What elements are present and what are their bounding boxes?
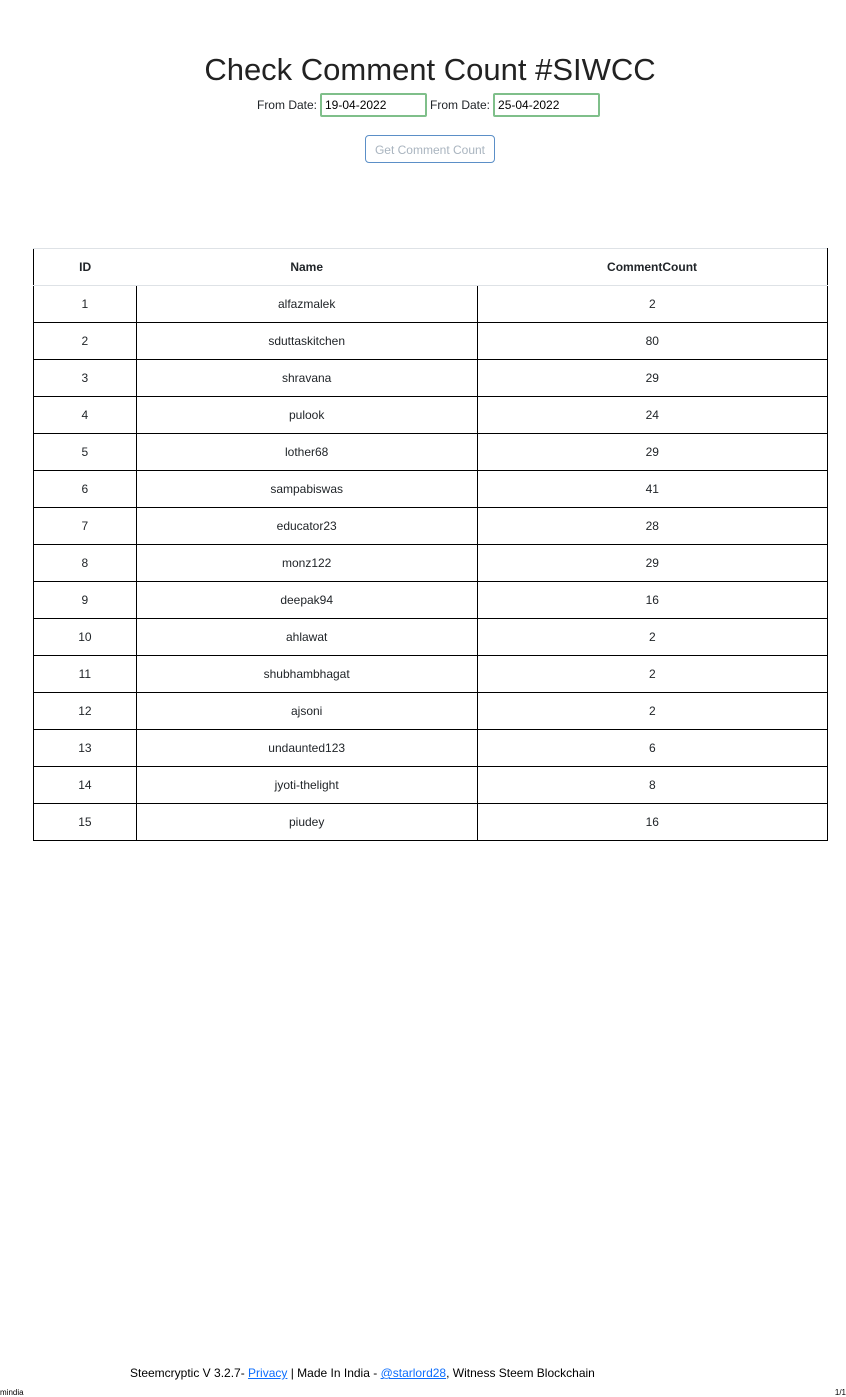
- table-row: [34, 804, 828, 841]
- cell-comment-count: 41: [477, 471, 827, 508]
- cell-name: jyoti-thelight: [136, 767, 477, 804]
- date-filter-row: [0, 93, 846, 117]
- table-header-row: [34, 249, 828, 286]
- from-date-input-2[interactable]: [493, 93, 600, 117]
- author-link[interactable]: @starlord28: [380, 1366, 447, 1380]
- footer-version: Steemcryptic V 3.2.7-: [130, 1366, 249, 1380]
- table-row: [34, 323, 828, 360]
- table-row: [34, 656, 828, 693]
- cell-id: 12: [34, 693, 137, 730]
- cell-name: piudey: [136, 804, 477, 841]
- cell-id: 6: [34, 471, 137, 508]
- footer-made-in: | Made In India -: [287, 1366, 381, 1380]
- cell-name: ahlawat: [136, 619, 477, 656]
- cell-id: 2: [34, 323, 137, 360]
- cell-id: 4: [34, 397, 137, 434]
- cell-comment-count: 28: [477, 508, 827, 545]
- cell-comment-count: 2: [477, 286, 827, 323]
- cell-id: 3: [34, 360, 137, 397]
- table-row: [34, 360, 828, 397]
- cell-id: 15: [34, 804, 137, 841]
- cell-comment-count: 29: [477, 434, 827, 471]
- cell-comment-count: 2: [477, 619, 827, 656]
- table-row: [34, 471, 828, 508]
- cell-id: 1: [34, 286, 137, 323]
- get-comment-count-button[interactable]: Get Comment Count: [365, 135, 495, 163]
- from-date-label-2: From Date:: [430, 98, 491, 112]
- cell-id: 13: [34, 730, 137, 767]
- from-date-input-1[interactable]: [320, 93, 427, 117]
- cell-name: alfazmalek: [136, 286, 477, 323]
- table-row: [34, 286, 828, 323]
- table-row: [34, 730, 828, 767]
- table-row: [34, 508, 828, 545]
- cell-comment-count: 2: [477, 656, 827, 693]
- table-row: [34, 619, 828, 656]
- cell-name: monz122: [136, 545, 477, 582]
- cell-comment-count: 2: [477, 693, 827, 730]
- cell-comment-count: 16: [477, 582, 827, 619]
- header-name: Name: [136, 249, 477, 286]
- cell-name: pulook: [136, 397, 477, 434]
- cell-name: shubhambhagat: [136, 656, 477, 693]
- comment-count-table: [33, 248, 828, 841]
- cell-name: shravana: [136, 360, 477, 397]
- cell-id: 14: [34, 767, 137, 804]
- cell-id: 11: [34, 656, 137, 693]
- from-date-label-1: From Date:: [256, 98, 317, 112]
- table-row: [34, 434, 828, 471]
- privacy-link[interactable]: Privacy: [248, 1366, 288, 1380]
- table-row: [34, 693, 828, 730]
- page-title: Check Comment Count #SIWCC: [204, 52, 656, 87]
- cell-comment-count: 29: [477, 545, 827, 582]
- cell-id: 8: [34, 545, 137, 582]
- print-margin-left: mindia: [0, 1388, 24, 1397]
- cell-name: deepak94: [136, 582, 477, 619]
- cell-comment-count: 29: [477, 360, 827, 397]
- footer-witness: , Witness Steem Blockchain: [446, 1366, 595, 1380]
- cell-name: sampabiswas: [136, 471, 477, 508]
- cell-name: sduttaskitchen: [136, 323, 477, 360]
- cell-name: ajsoni: [136, 693, 477, 730]
- table-row: [34, 397, 828, 434]
- cell-comment-count: 24: [477, 397, 827, 434]
- cell-name: lother68: [136, 434, 477, 471]
- footer: [130, 1366, 595, 1380]
- cell-comment-count: 80: [477, 323, 827, 360]
- cell-id: 7: [34, 508, 137, 545]
- header-id: ID: [34, 249, 137, 286]
- table-row: [34, 767, 828, 804]
- cell-name: educator23: [136, 508, 477, 545]
- cell-name: undaunted123: [136, 730, 477, 767]
- cell-id: 10: [34, 619, 137, 656]
- cell-comment-count: 8: [477, 767, 827, 804]
- cell-comment-count: 16: [477, 804, 827, 841]
- print-margin-right: 1/1: [834, 1388, 846, 1397]
- cell-id: 9: [34, 582, 137, 619]
- cell-comment-count: 6: [477, 730, 827, 767]
- cell-id: 5: [34, 434, 137, 471]
- table-row: [34, 545, 828, 582]
- header-comment-count: CommentCount: [477, 249, 827, 286]
- table-row: [34, 582, 828, 619]
